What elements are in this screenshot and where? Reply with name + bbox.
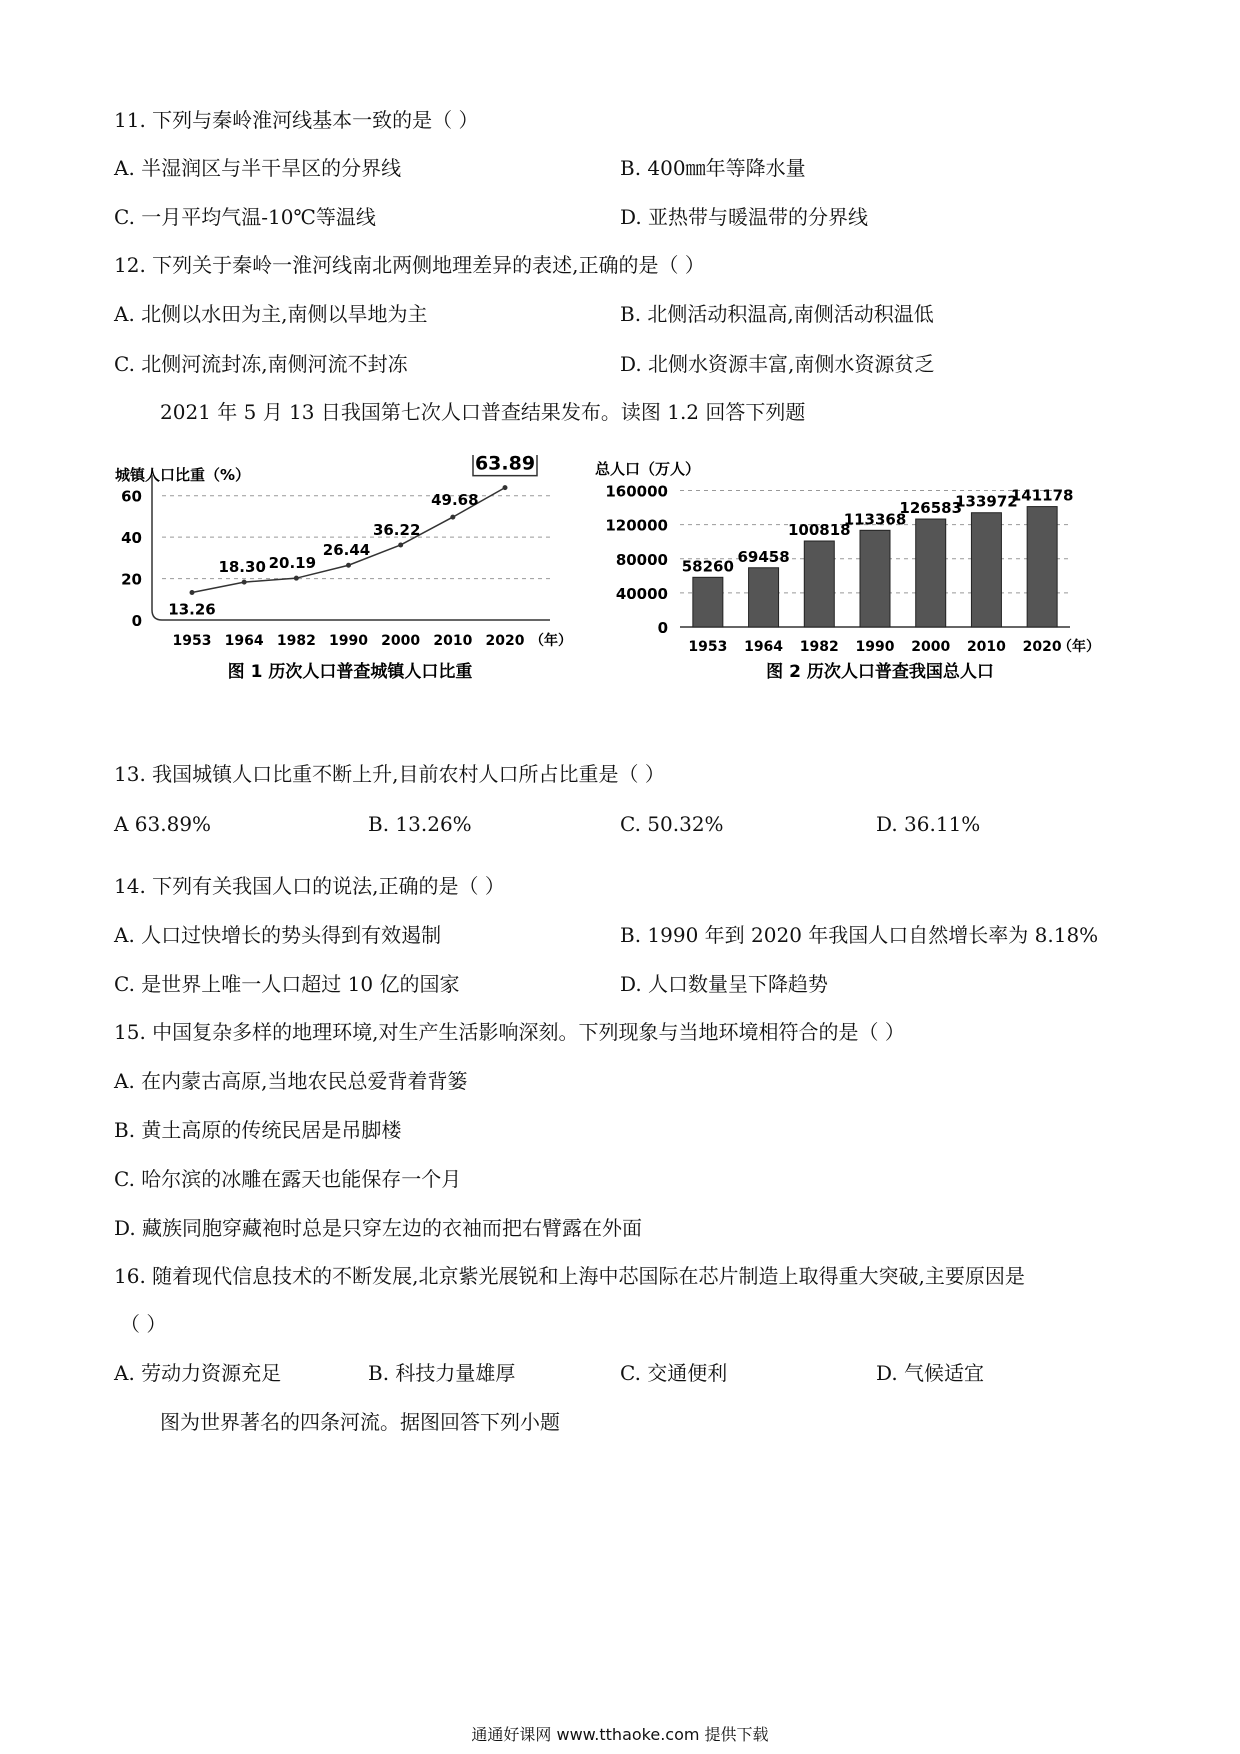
q13-stem: 13. 我国城镇人口比重不断上升,目前农村人口所占比重是（ ） — [114, 762, 665, 786]
chart2-xlabel: （年） — [1058, 639, 1100, 655]
page-footer: 通通好课网 www.tthaoke.com 提供下载 — [471, 1725, 769, 1744]
chart1-xtick: 1964 — [224, 633, 264, 649]
figure-2-total-population — [580, 452, 1100, 687]
q15-stem: 15. 中国复杂多样的地理环境,对生产生活影响深刻。下列现象与当地环境相符合的是（ ） — [114, 1020, 905, 1044]
q16-option-a[interactable]: A. 劳动力资源充足 — [114, 1361, 282, 1385]
chart2-data-label: 58260 — [681, 557, 734, 576]
chart1-data-label: 18.30 — [218, 558, 266, 577]
chart1-data-label: 36.22 — [372, 520, 421, 539]
chart1-data-label: 49.68 — [431, 491, 479, 510]
chart2-ytick: 0 — [657, 619, 668, 637]
q12-stem: 12. 下列关于秦岭一淮河线南北两侧地理差异的表述,正确的是（ ） — [114, 253, 705, 277]
chart1-point — [346, 563, 351, 568]
figure-1-urban-ratio — [110, 455, 590, 685]
chart2-ytick: 160000 — [605, 482, 668, 501]
q11-option-c[interactable]: C. 一月平均气温-10℃等温线 — [114, 205, 376, 229]
chart2-bar — [860, 530, 890, 627]
q16-option-b[interactable]: B. 科技力量雄厚 — [368, 1361, 516, 1385]
intro-census: 2021 年 5 月 13 日我国第七次人口普查结果发布。读图 1.2 回答下列题 — [160, 400, 806, 424]
total-population-bar-chart — [580, 452, 1100, 687]
chart2-title: 图 2 历次人口普查我国总人口 — [766, 662, 994, 682]
chart1-point — [503, 485, 508, 490]
chart1-data-label: 63.89 — [474, 455, 536, 475]
chart1-ytick: 20 — [121, 570, 142, 589]
chart1-xtick: 2000 — [381, 633, 421, 649]
chart2-bar — [916, 519, 946, 627]
chart1-data-label: 20.19 — [268, 554, 317, 573]
chart2-xtick: 2000 — [911, 639, 951, 655]
q11-option-b[interactable]: B. 400㎜年等降水量 — [620, 156, 806, 180]
chart2-xtick: 1964 — [744, 639, 784, 655]
q15-option-b[interactable]: B. 黄土高原的传统民居是吊脚楼 — [114, 1118, 402, 1142]
chart1-data-label: 26.44 — [322, 541, 371, 560]
chart2-data-label: 69458 — [737, 547, 790, 566]
chart1-xtick: 2020 — [485, 633, 525, 649]
q11-stem: 11. 下列与秦岭淮河线基本一致的是（ ） — [114, 108, 479, 132]
q15-option-c[interactable]: C. 哈尔滨的冰雕在露天也能保存一个月 — [114, 1167, 462, 1191]
chart1-xtick: 1990 — [329, 633, 368, 649]
chart2-ytick: 80000 — [615, 550, 668, 569]
chart2-data-label: 100818 — [787, 521, 851, 540]
chart2-data-label: 113368 — [843, 510, 907, 529]
chart1-point — [398, 542, 403, 547]
chart1-point — [450, 515, 455, 520]
chart1-point — [294, 576, 299, 581]
chart2-xtick: 2010 — [966, 639, 1006, 655]
q13-option-a[interactable]: A 63.89% — [114, 812, 212, 836]
q16-option-d[interactable]: D. 气候适宜 — [876, 1361, 985, 1385]
chart1-point — [242, 580, 247, 585]
chart2-ytick: 120000 — [605, 516, 668, 535]
urban-ratio-line-chart — [110, 455, 590, 685]
chart2-data-label: 126583 — [899, 499, 963, 518]
chart2-xtick: 1953 — [688, 639, 728, 655]
q16-stem-blank: （ ） — [120, 1312, 167, 1336]
chart2-xtick: 1990 — [855, 639, 895, 655]
chart1-xtick: 1982 — [276, 633, 316, 649]
chart1-ylabel: 城镇人口比重（%） — [115, 466, 251, 484]
q14-option-c[interactable]: C. 是世界上唯一人口超过 10 亿的国家 — [114, 972, 460, 996]
q14-option-a[interactable]: A. 人口过快增长的势头得到有效遏制 — [114, 923, 442, 947]
q12-option-d[interactable]: D. 北侧水资源丰富,南侧水资源贫乏 — [620, 352, 935, 376]
chart2-data-label: 141178 — [1010, 486, 1074, 505]
q12-option-b[interactable]: B. 北侧活动积温高,南侧活动积温低 — [620, 302, 934, 326]
q12-option-a[interactable]: A. 北侧以水田为主,南侧以旱地为主 — [114, 302, 428, 326]
q16-stem: 16. 随着现代信息技术的不断发展,北京紫光展锐和上海中芯国际在芯片制造上取得重大突破,主要原因是 — [114, 1264, 1025, 1288]
chart1-point — [190, 590, 195, 595]
q13-option-b[interactable]: B. 13.26% — [368, 812, 472, 836]
q14-option-d[interactable]: D. 人口数量呈下降趋势 — [620, 972, 829, 996]
q14-option-b[interactable]: B. 1990 年到 2020 年我国人口自然增长率为 8.18% — [620, 923, 1099, 947]
q11-option-d[interactable]: D. 亚热带与暖温带的分界线 — [620, 205, 869, 229]
chart2-bar — [693, 577, 723, 627]
chart1-ytick: 60 — [121, 487, 142, 506]
chart2-ytick: 40000 — [615, 584, 668, 603]
chart2-bar — [749, 568, 779, 627]
q14-stem: 14. 下列有关我国人口的说法,正确的是（ ） — [114, 874, 505, 898]
intro-rivers: 图为世界著名的四条河流。据图回答下列小题 — [160, 1410, 560, 1434]
chart1-ytick: 0 — [131, 612, 142, 630]
chart2-bar — [971, 513, 1001, 627]
chart1-title: 图 1 历次人口普查城镇人口比重 — [227, 662, 473, 682]
q13-option-d[interactable]: D. 36.11% — [876, 812, 981, 836]
chart1-xlabel: （年） — [530, 633, 572, 649]
chart2-bar — [1027, 507, 1057, 627]
chart2-xtick: 2020 — [1022, 639, 1062, 655]
chart1-xtick: 1953 — [172, 633, 212, 649]
q16-option-c[interactable]: C. 交通便利 — [620, 1361, 728, 1385]
q12-option-c[interactable]: C. 北侧河流封冻,南侧河流不封冻 — [114, 352, 408, 376]
chart1-xtick: 2010 — [433, 633, 473, 649]
q15-option-a[interactable]: A. 在内蒙古高原,当地农民总爱背着背篓 — [114, 1069, 468, 1093]
chart2-bar — [804, 541, 834, 627]
q13-option-c[interactable]: C. 50.32% — [620, 812, 724, 836]
chart1-ytick: 40 — [121, 529, 142, 548]
chart2-ylabel: 总人口（万人） — [595, 460, 701, 478]
q15-option-d[interactable]: D. 藏族同胞穿藏袍时总是只穿左边的衣袖而把右臂露在外面 — [114, 1216, 643, 1240]
q11-option-a[interactable]: A. 半湿润区与半干旱区的分界线 — [114, 156, 402, 180]
chart1-data-label: 13.26 — [168, 600, 216, 619]
chart2-xtick: 1982 — [799, 639, 839, 655]
chart2-data-label: 133972 — [955, 492, 1018, 511]
